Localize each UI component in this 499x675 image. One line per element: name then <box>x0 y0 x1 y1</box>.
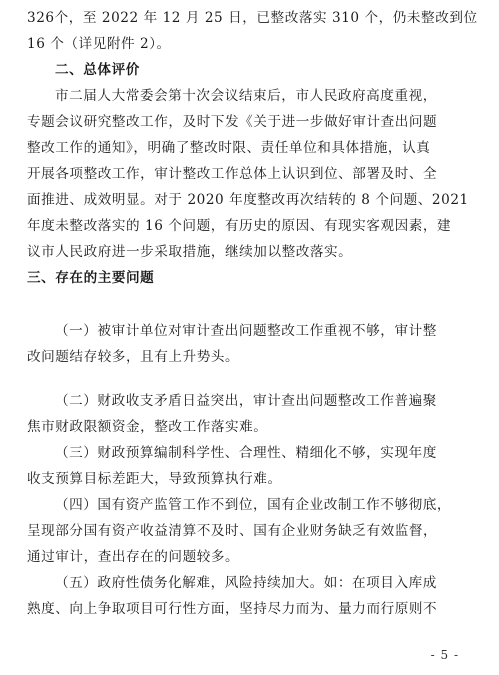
text-line: 熟度、向上争取项目可行性方面，坚持尽力而为、量力而行原则不 <box>27 601 438 617</box>
text-line: 开展各项整改工作，审计整改工作总体上认识到位、部署及时、全 <box>27 166 438 182</box>
heading-text: 二、总体评价 <box>55 62 140 78</box>
section-heading-main-problems <box>27 265 475 291</box>
text-line: 焦市财政限额资金，整改工作落实难。 <box>27 419 268 435</box>
text-line: 16 个（详见附件 2）。 <box>27 36 171 52</box>
issue-paragraph-1 <box>27 318 475 370</box>
text-line: 专题会议研究整改工作，及时下发《关于进一步做好审计查出问题 <box>27 114 438 130</box>
issue-paragraph-3 <box>27 440 475 492</box>
issue-paragraph-4 <box>27 492 475 570</box>
text-line: （一）被审计单位对审计查出问题整改工作重视不够，审计整 <box>55 323 437 339</box>
text-line: 市二届人大常委会第十次会议结束后，市人民政府高度重视， <box>55 88 437 104</box>
heading-text: 三、存在的主要问题 <box>27 270 155 286</box>
section-heading-overall-evaluation <box>27 57 475 83</box>
page-number: - 5 - <box>430 648 459 662</box>
text-line: 整改工作的通知》，明确了整改时限、责任单位和具体措施，认真 <box>27 140 431 156</box>
text-line: 通过审计，查出存在的问题较多。 <box>27 549 240 565</box>
text-line: 改问题结存较多，且有上升势头。 <box>27 349 240 365</box>
text-line: 326个，至 2022 年 12 月 25 日，已整改落实 310 个，仍未整改到位 <box>27 10 478 26</box>
text-line: 收支预算目标差距大，导致预算执行难。 <box>27 471 282 487</box>
text-line: 年度未整改落实的 16 个问题，有历史的原因、有现实客观因素，建 <box>27 218 452 234</box>
text-line: 呈现部分国有资产收益清算不及时、国有企业财务缺乏有效监督， <box>27 523 438 539</box>
paragraph-intro <box>27 5 478 57</box>
text-line: （二）财政收支矛盾日益突出，审计查出问题整改工作普遍聚 <box>55 393 437 409</box>
issue-paragraph-5 <box>27 570 475 622</box>
text-line: （三）财政预算编制科学性、合理性、精细化不够，实现年度 <box>55 445 437 461</box>
text-line: （四）国有资产监管工作不到位，国有企业改制工作不够彻底， <box>55 497 452 513</box>
paragraph-evaluation <box>27 83 475 265</box>
issue-paragraph-2 <box>27 388 475 440</box>
text-line: 面推进、成效明显。对于 2020 年度整改再次结转的 8 个问题、2021 <box>27 192 469 208</box>
text-line: 议市人民政府进一步采取措施，继续加以整改落实。 <box>27 244 353 260</box>
text-line: （五）政府性债务化解难，风险持续加大。如：在项目入库成 <box>55 575 437 591</box>
